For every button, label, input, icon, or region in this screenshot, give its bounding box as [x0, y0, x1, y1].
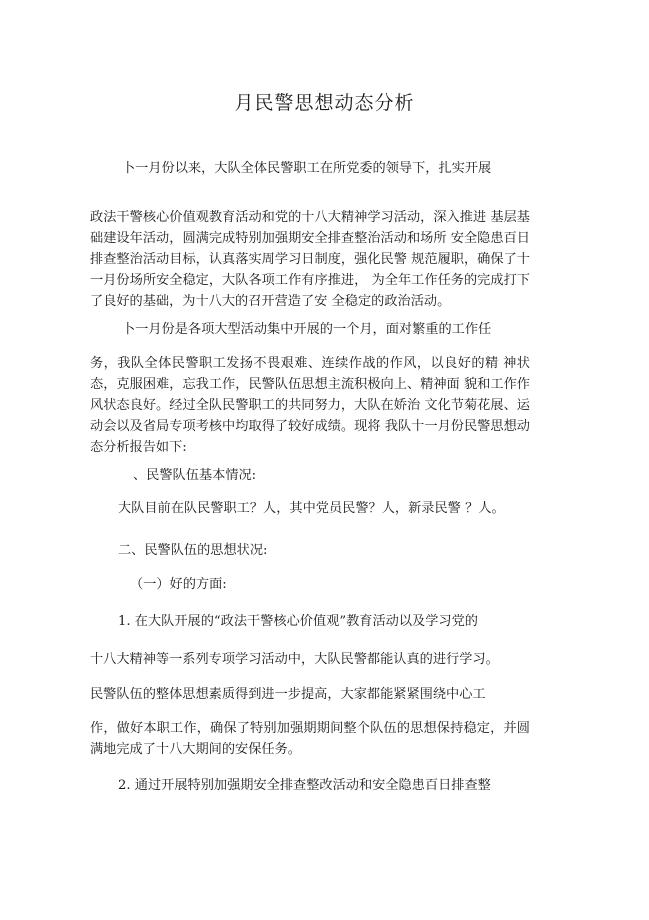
paragraph-4-third-line: 民警队伍的整体思想素质得到进一步提高，大家都能紧紧围绕中心工: [90, 687, 486, 702]
paragraph-1-body: 政法干警核心价值观教育活动和党的十八大精神学习活动，深入推进 基层基础建设年活动，圆满完成特别加强期安全排查整治活动和场所 安全隐患百日排查整治活动目标，认真落实周学习日制度，强化民警 规范履职，确保了十一月份场所安全稳定，大队各项工作有序推进， 为全年工作任务的完成打下了良好的基础，为十八大的召开营造了安 全稳定的政治活动。: [90, 210, 530, 309]
paragraph-1-first-line: 卜一月份以来，大队全体民警职工在所党委的领导下，扎实开展: [122, 161, 492, 176]
paragraph-2-body: 务，我队全体民警职工发扬不畏艰难、连续作战的作风，以良好的精 神状态，克服困难，忘我工作，民警队伍思想主流积极向上、精神面 貌和工作作风状态良好。经过全队民警职工的共同努力，大队在娇治 文化节菊花展、运动会以及省局专项考核中均取得了较好成绩。现将 我队十一月份民警思想动态分析报告如下:: [90, 356, 530, 455]
paragraph-4-second-line: 十八大精神等一系列专项学习活动中，大队民警都能认真的进行学习。: [90, 652, 499, 667]
paragraph-2-first-line: 卜一月份是各项大型活动集中开展的一个月，面对繁重的工作任: [122, 322, 492, 337]
section-heading-thought-status: 二、民警队伍的思想状况:: [118, 543, 268, 558]
paragraph-4-first-line: 1. 在大队开展的“政法干警核心价值观”教育活动以及学习党的: [118, 614, 478, 629]
section-heading-basic-info: 、民警队伍基本情况:: [133, 468, 257, 483]
subsection-heading-good-aspects: （一）好的方面:: [130, 577, 227, 592]
paragraph-5-first-line: 2. 通过开展特别加强期安全排查整改活动和安全隐患百日排查整: [118, 778, 491, 793]
paragraph-3: 大队目前在队民警职工？人，其中党员民警？人，新录民警 ？人。: [118, 501, 505, 516]
paragraph-4-body: 作，做好本职工作，确保了特别加强期期间整个队伍的思想保持稳定，并圆满地完成了十八大期间的安保任务。: [90, 721, 530, 757]
document-title: 月民警思想动态分析: [234, 92, 415, 114]
